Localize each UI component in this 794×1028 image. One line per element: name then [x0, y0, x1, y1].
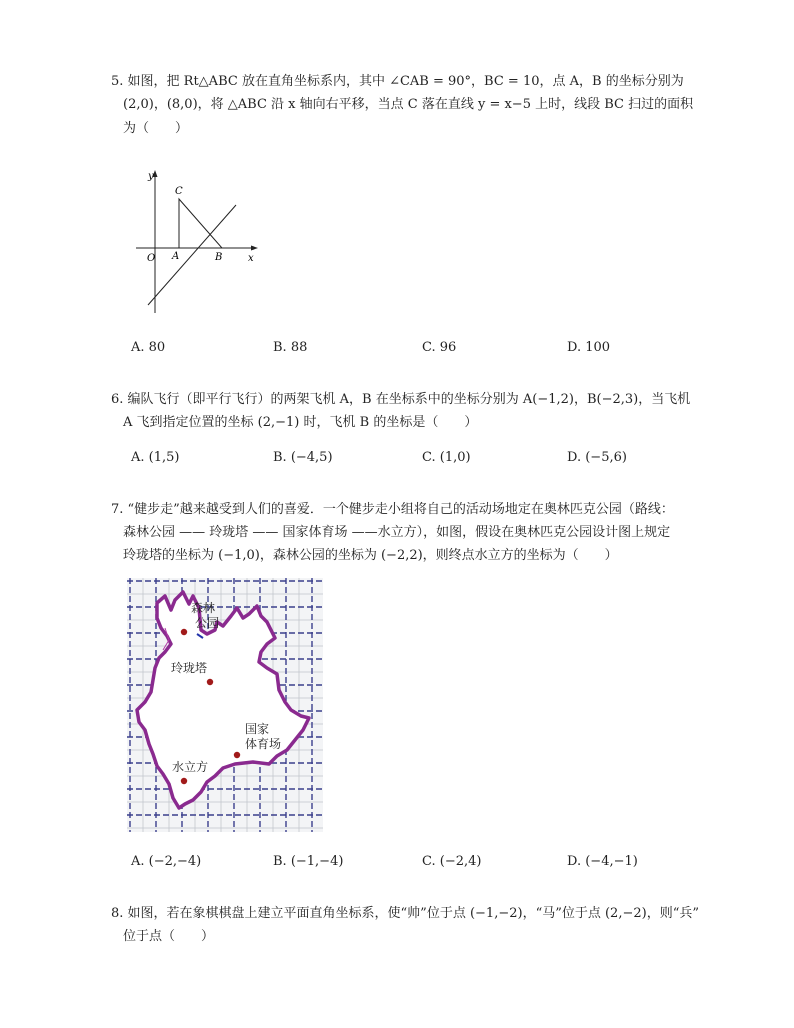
point-water-cube [181, 778, 187, 784]
point-forest-park [181, 629, 187, 635]
q6-stem-line2: A 飞到指定位置的坐标 (2,−1) 时，飞机 B 的坐标是（ ） [123, 415, 478, 430]
q7-stem-line2: 森林公园 —— 玲珑塔 —— 国家体育场 ——水立方），如图，假设在奥林匹克公园设计图上规定 [123, 525, 671, 540]
q7-option-d[interactable]: D. (−4,−1) [567, 854, 638, 869]
label-y: y [148, 171, 154, 182]
q5-option-a[interactable]: A. 80 [131, 340, 166, 355]
q7-stem-line3: 玲珑塔的坐标为 (−1,0)，森林公园的坐标为 (−2,2)，则终点水立方的坐标为（ ） [123, 548, 618, 563]
triangle-abc [179, 199, 222, 248]
q5-option-d[interactable]: D. 100 [567, 340, 611, 355]
q8-stem-line2: 位于点（ ） [123, 929, 215, 944]
label-b: B [215, 252, 223, 263]
label-forest-1: 森林 [191, 601, 216, 615]
label-a: A [172, 251, 180, 262]
q6-stem-line1: 6. 编队飞行（即平行飞行）的两架飞机 A，B 在坐标系中的坐标分别为 A(−1,2)，B(−2,3)，当飞机 [111, 392, 691, 407]
q7-option-c[interactable]: C. (−2,4) [422, 854, 482, 869]
label-o: O [147, 253, 156, 264]
label-x: x [248, 253, 254, 264]
label-stadium-1: 国家 [245, 722, 270, 736]
q6-option-b[interactable]: B. (−4,5) [273, 450, 333, 465]
label-c: C [175, 186, 183, 197]
q8-stem-line1: 8. 如图，若在象棋棋盘上建立平面直角坐标系，使“帅”位于点 (−1,−2)，“马”位于点 (2,−2)，则“兵” [111, 906, 699, 921]
q5-stem-line2: (2,0)，(8,0)，将 △ABC 沿 x 轴向右平移，当点 C 落在直线 y = x−5 上时，线段 BC 扫过的面积 [123, 97, 694, 112]
label-water-cube: 水立方 [172, 760, 209, 774]
q5-option-c[interactable]: C. 96 [422, 340, 457, 355]
q7-option-a[interactable]: A. (−2,−4) [131, 854, 202, 869]
line-y-x-minus-5 [148, 205, 236, 305]
q5-figure [128, 165, 268, 315]
q6-option-c[interactable]: C. (1,0) [422, 450, 471, 465]
q5-stem-line1: 5. 如图，把 Rt△ABC 放在直角坐标系内，其中 ∠CAB = 90°，BC = 10，点 A，B 的坐标分别为 [111, 74, 684, 89]
q5-option-b[interactable]: B. 88 [273, 340, 308, 355]
q7-option-b[interactable]: B. (−1,−4) [273, 854, 344, 869]
q7-stem-line1: 7. “健步走”越来越受到人们的喜爱．一个健步走小组将自己的活动场地定在奥林匹克公园（路线： [111, 502, 674, 517]
q6-option-d[interactable]: D. (−5,6) [567, 450, 627, 465]
point-tower [207, 679, 213, 685]
label-stadium-2: 体育场 [245, 737, 282, 751]
q6-option-a[interactable]: A. (1,5) [131, 450, 180, 465]
label-forest-2: 公园 [195, 616, 220, 630]
label-tower: 玲珑塔 [171, 661, 208, 675]
x-axis-arrow [251, 246, 258, 251]
q7-park-map [127, 578, 323, 832]
q5-stem-line3: 为（ ） [123, 121, 189, 136]
point-stadium [234, 752, 240, 758]
